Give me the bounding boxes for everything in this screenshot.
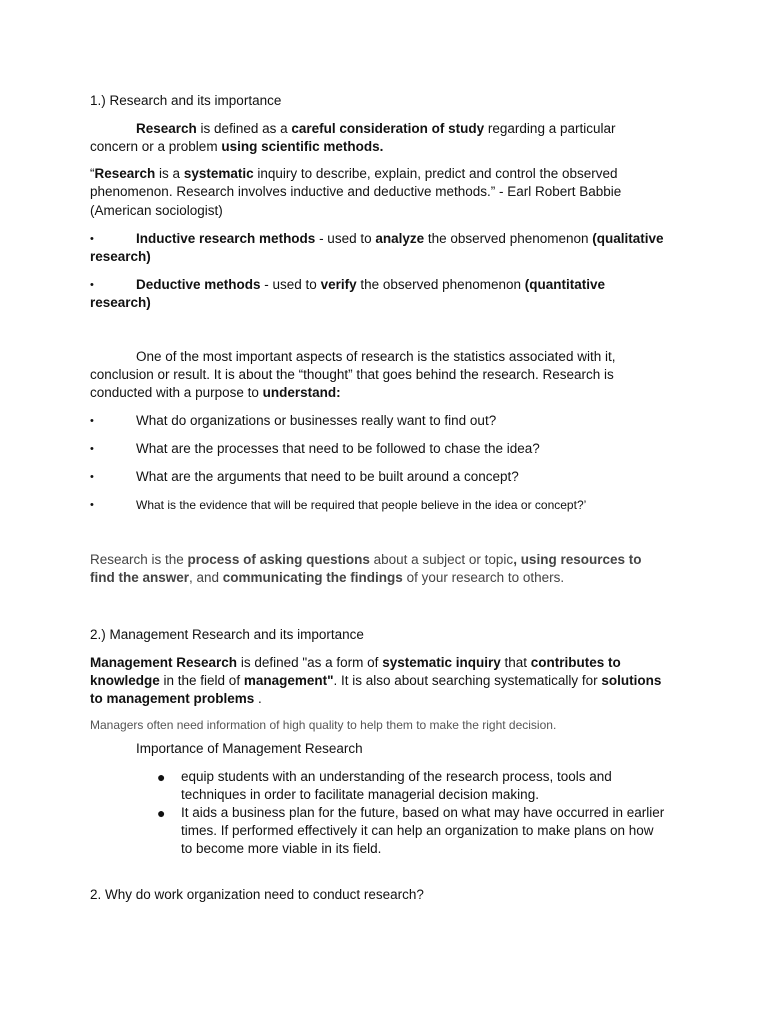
deductive-line-2: research)	[90, 295, 151, 310]
management-definition-line-2: knowledge in the field of management". It is also about searching systematically for solutions	[90, 673, 662, 688]
statistics-paragraph-line-2: conclusion or result. It is about the “thought” that goes behind the research. Research is	[90, 367, 614, 382]
process-paragraph-line-1: Research is the process of asking questions about a subject or topic, using resources to	[90, 552, 642, 567]
list-item: techniques in order to facilitate managerial decision making.	[181, 787, 539, 802]
statistics-paragraph-line-1: One of the most important aspects of research is the statistics associated with it,	[136, 349, 616, 364]
list-item: times. If performed effectively it can help an organization to make plans on how	[181, 823, 654, 838]
bullet-q3: •	[90, 471, 94, 483]
bullet-q2: •	[90, 443, 94, 455]
list-bullet-2: ●	[157, 805, 166, 821]
importance-subheading: Importance of Management Research	[136, 741, 363, 756]
question-item: What are the processes that need to be followed to chase the idea?	[136, 441, 540, 456]
inductive-line-2: research)	[90, 249, 151, 264]
bullet-inductive: •	[90, 233, 94, 245]
section-heading-management-research: 2.) Management Research and its importance	[90, 627, 364, 642]
quote-line-2: phenomenon. Research involves inductive and deductive methods.” - Earl Robert Babbie	[90, 184, 622, 199]
research-definition-line-1: Research is defined as a careful consideration of study regarding a particular	[136, 121, 616, 136]
managers-note: Managers often need information of high quality to help them to make the right decision.	[90, 718, 557, 732]
bullet-q1: •	[90, 415, 94, 427]
list-bullet-1: ●	[157, 769, 166, 785]
research-definition-line-2: concern or a problem using scientific methods.	[90, 139, 384, 154]
inductive-line-1: Inductive research methods - used to analyze the observed phenomenon (qualitative	[136, 231, 664, 246]
list-item: equip students with an understanding of the research process, tools and	[181, 769, 612, 784]
quote-line-3: (American sociologist)	[90, 203, 223, 218]
section-heading-research: 1.) Research and its importance	[90, 93, 282, 108]
bullet-q4: •	[90, 499, 94, 511]
management-definition-line-1: Management Research is defined "as a form of systematic inquiry that contributes to	[90, 655, 621, 670]
list-item: to become more viable in its field.	[181, 841, 382, 856]
management-definition-line-3: to management problems .	[90, 691, 262, 706]
list-item: It aids a business plan for the future, based on what may have occurred in earlier	[181, 805, 665, 820]
quote-line-1: “Research is a systematic inquiry to describe, explain, predict and control the observed	[90, 166, 618, 181]
bullet-deductive: •	[90, 279, 94, 291]
question-item: What do organizations or businesses really want to find out?	[136, 413, 497, 428]
statistics-paragraph-line-3: conducted with a purpose to understand:	[90, 385, 341, 400]
process-paragraph-line-2: find the answer, and communicating the findings of your research to others.	[90, 570, 565, 585]
question-item: What are the arguments that need to be built around a concept?	[136, 469, 519, 484]
section-heading-why-research: 2. Why do work organization need to conduct research?	[90, 887, 424, 902]
deductive-line-1: Deductive methods - used to verify the observed phenomenon (quantitative	[136, 277, 605, 292]
question-item: What is the evidence that will be required that people believe in the idea or concept?’	[136, 498, 587, 512]
